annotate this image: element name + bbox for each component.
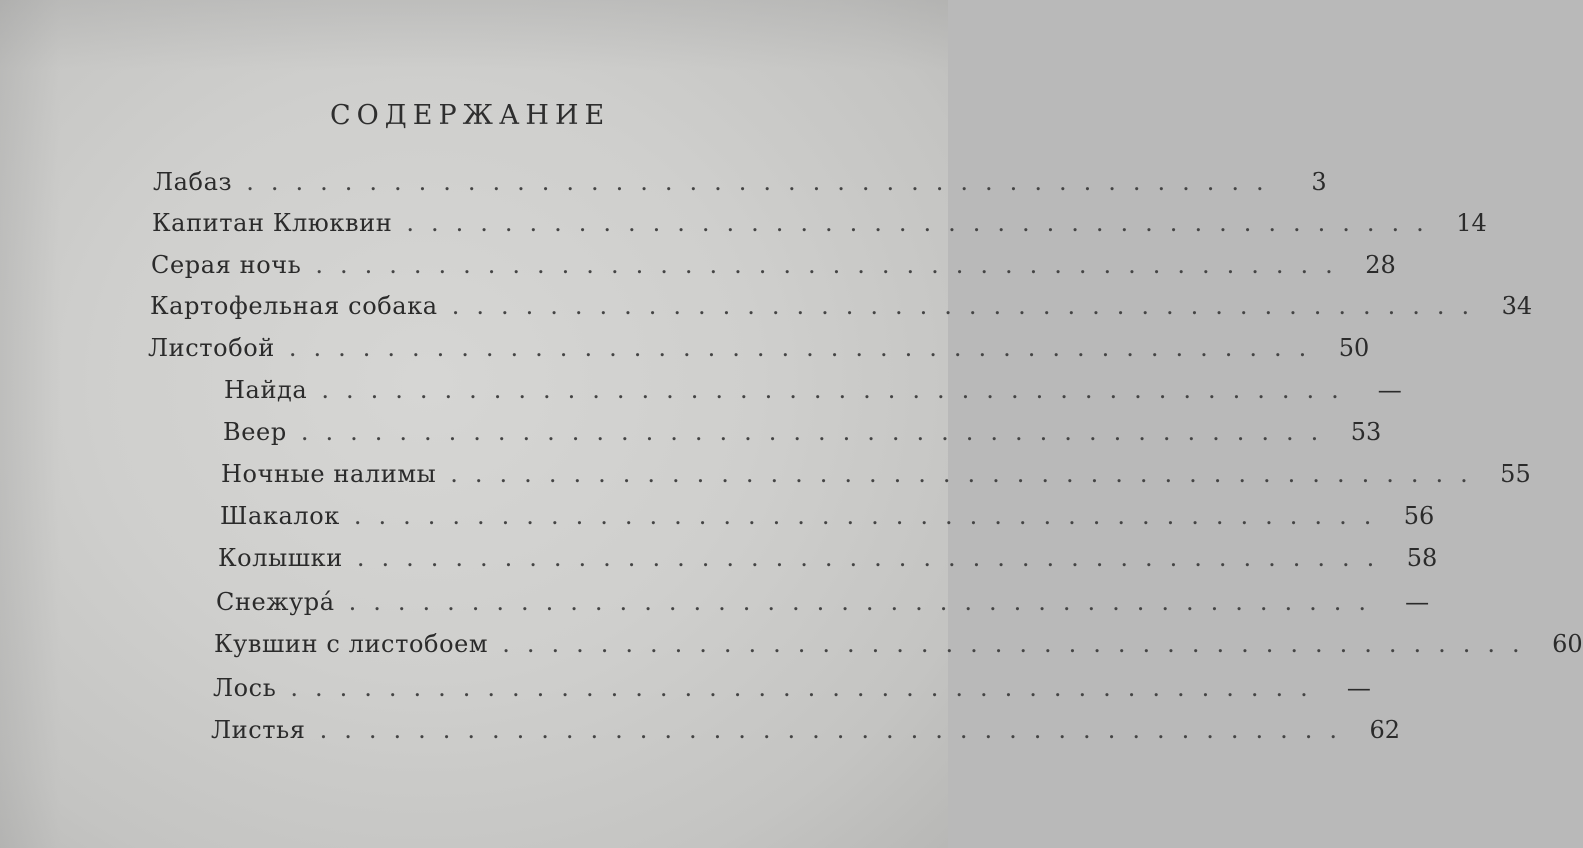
dot-leader: .......................................... — [290, 674, 1325, 702]
toc-entry-title: Колышки — [218, 544, 343, 572]
dot-leader: .......................................... — [300, 418, 1336, 446]
toc-entry — [213, 674, 1371, 708]
toc-entry-page: 14 — [1456, 209, 1487, 237]
toc-entry-page: 53 — [1350, 418, 1382, 446]
toc-entry — [152, 209, 1487, 243]
toc-entry — [218, 544, 1438, 578]
toc-entry-page: 55 — [1500, 460, 1531, 488]
toc-entry-title: Капитан Клюквин — [152, 209, 393, 237]
dot-leader: .......................................... — [406, 209, 1441, 237]
toc-entry — [220, 502, 1435, 536]
dot-leader: .......................................... — [450, 460, 1485, 488]
toc-entry-title: Найда — [224, 376, 308, 404]
dot-leader: .......................................... — [451, 292, 1487, 320]
page-shadow-top — [0, 0, 948, 70]
toc-entry-title: Листобой — [148, 334, 275, 362]
toc-entry — [211, 716, 1400, 750]
toc-entry-title: Веер — [223, 418, 287, 446]
dot-leader: .......................................... — [356, 544, 1392, 572]
toc-entry-page: 50 — [1338, 334, 1370, 362]
toc-entry — [150, 292, 1533, 326]
toc-entry-page: — — [1346, 674, 1371, 702]
toc-entry-page: 34 — [1501, 292, 1533, 320]
dot-leader: .......................................... — [246, 168, 1281, 196]
toc-entry-title: Снежура́ — [216, 588, 335, 616]
toc-entry — [224, 376, 1402, 410]
page-shadow-left — [0, 0, 60, 848]
contents-heading: СОДЕРЖАНИЕ — [330, 100, 611, 131]
toc-entry — [223, 418, 1382, 452]
toc-entry — [214, 630, 1583, 664]
toc-entry-page: 28 — [1365, 251, 1396, 279]
toc-entry-page: — — [1377, 376, 1402, 404]
dot-leader: .......................................... — [319, 716, 1354, 744]
dot-leader: .......................................... — [502, 630, 1537, 658]
dot-leader: .......................................... — [315, 251, 1350, 279]
dot-leader: .......................................... — [353, 502, 1389, 530]
toc-entry — [153, 168, 1327, 202]
toc-entry-title: Лабаз — [153, 168, 233, 196]
toc-entry-title: Картофельная собака — [150, 292, 438, 320]
toc-entry-title: Листья — [211, 716, 306, 744]
toc-entry-title: Ночные налимы — [221, 460, 437, 488]
toc-entry-title: Лось — [213, 674, 277, 702]
toc-entry — [216, 588, 1430, 622]
toc-entry-page: 3 — [1311, 168, 1327, 196]
toc-entry — [221, 460, 1531, 494]
toc-entry — [148, 334, 1370, 368]
dot-leader: .......................................... — [348, 588, 1384, 616]
toc-entry-title: Кувшин с листобоем — [214, 630, 489, 658]
dot-leader: .......................................... — [321, 376, 1356, 404]
toc-entry-page: — — [1405, 588, 1430, 616]
dot-leader: .......................................... — [288, 334, 1324, 362]
toc-entry-page: 62 — [1369, 716, 1400, 744]
toc-entry-page: 58 — [1406, 544, 1438, 572]
toc-entry-title: Серая ночь — [151, 251, 302, 279]
toc-entry-title: Шакалок — [220, 502, 340, 530]
toc-entry-page: 60 — [1552, 630, 1583, 658]
toc-entry-page: 56 — [1403, 502, 1435, 530]
toc-entry — [151, 251, 1396, 285]
